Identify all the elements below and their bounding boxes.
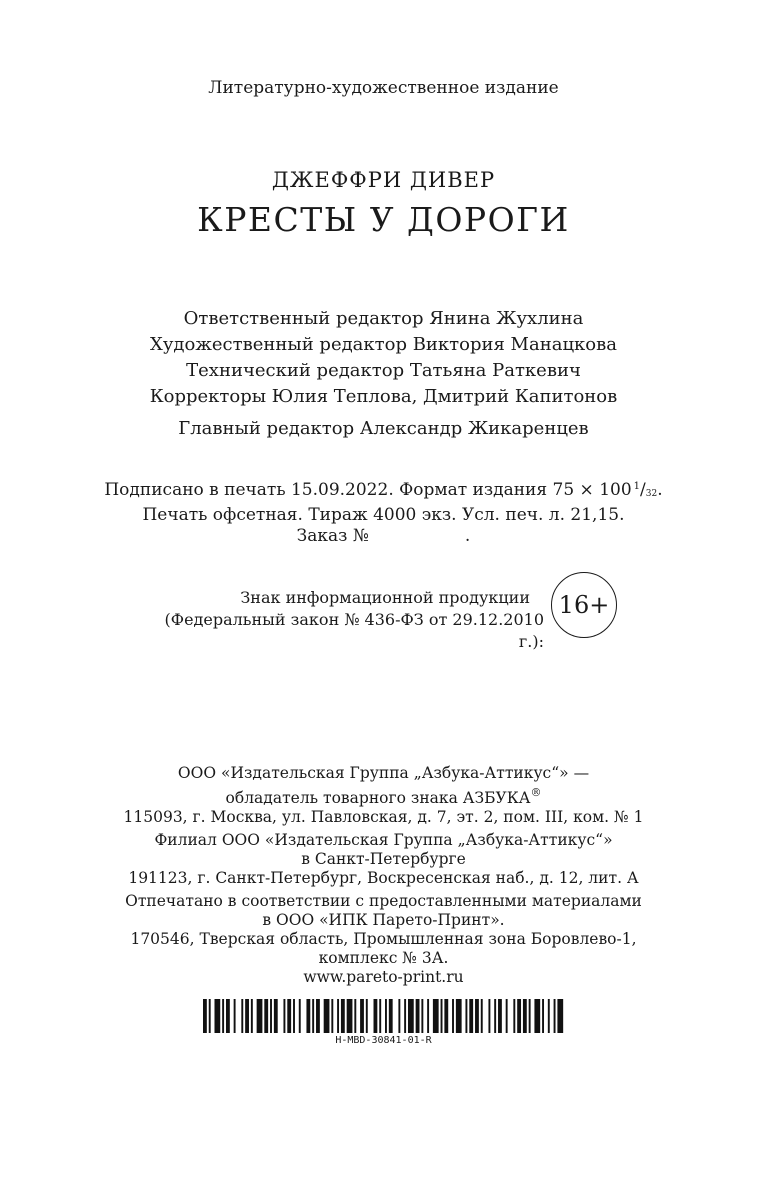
barcode-bar <box>427 999 429 1033</box>
printed-line2: в ООО «ИПК Парето-Принт». <box>262 911 505 929</box>
branch-address: 191123, г. Санкт-Петербург, Воскресенская наб., д. 12, лит. А <box>128 869 639 887</box>
info-product-line1: Знак информационной продукции <box>240 588 530 607</box>
barcode-bar <box>203 999 207 1033</box>
barcode-bar <box>408 999 414 1033</box>
barcode-bar <box>209 999 211 1033</box>
order-label: Заказ № <box>296 526 369 546</box>
registered-mark: ® <box>530 786 542 799</box>
barcode-bar <box>481 999 483 1033</box>
barcode-bar <box>498 999 502 1033</box>
printer-address2: комплекс № 3А. <box>318 949 449 967</box>
barcode-bar <box>299 999 301 1033</box>
barcode-bar <box>245 999 249 1033</box>
barcode-bar <box>293 999 295 1033</box>
barcode-bar <box>385 999 387 1033</box>
barcode-bar <box>542 999 544 1033</box>
age-rating-badge: 16+ <box>551 572 617 638</box>
barcode-bar <box>360 999 364 1033</box>
barcode-bar <box>554 999 556 1033</box>
signed-text: Подписано в печать 15.09.2022. Формат издания 75 × 100 <box>104 480 632 500</box>
barcode-bar <box>488 999 490 1033</box>
publisher-company <box>0 764 767 827</box>
book-title: КРЕСТЫ У ДОРОГИ <box>197 200 570 239</box>
barcode-bar <box>398 999 400 1033</box>
info-product-sign <box>150 587 544 653</box>
barcode-bar <box>226 999 230 1033</box>
barcode-bar <box>441 999 443 1033</box>
barcode-bar <box>270 999 272 1033</box>
branch-line1: Филиал ООО «Издательская Группа „Азбука-Аттикус“» <box>154 831 613 849</box>
barcode-bar <box>523 999 527 1033</box>
barcode-bar <box>354 999 356 1033</box>
barcode-text: H-MBD-30841-01-R <box>335 1035 432 1046</box>
barcode-bar <box>214 999 220 1033</box>
barcode-bar <box>506 999 508 1033</box>
barcode-bar <box>341 999 345 1033</box>
company-line1: ООО «Издательская Группа „Азбука-Аттикус“» — <box>177 764 590 782</box>
signed-line <box>0 476 767 505</box>
barcode-bar <box>347 999 353 1033</box>
barcode-bar <box>312 999 314 1033</box>
barcode-bar <box>283 999 285 1033</box>
barcode-bar <box>379 999 381 1033</box>
barcode-bar <box>251 999 253 1033</box>
barcode-bar <box>456 999 462 1033</box>
barcode-bar <box>264 999 268 1033</box>
barcode-bar <box>316 999 320 1033</box>
barcode-bar <box>465 999 467 1033</box>
barcode-bar <box>324 999 330 1033</box>
barcode-image <box>203 999 567 1033</box>
printer-info <box>0 892 767 987</box>
barcode-bar <box>494 999 496 1033</box>
barcode-bar <box>306 999 310 1033</box>
barcode-bar <box>257 999 263 1033</box>
barcode-bar <box>331 999 333 1033</box>
credits-block <box>0 306 767 442</box>
barcode-bar <box>241 999 243 1033</box>
barcode-bar <box>513 999 515 1033</box>
publisher-branch <box>0 831 767 888</box>
edition-type: Литературно-художественное издание <box>208 78 559 98</box>
technical-editor: Технический редактор Татьяна Раткевич <box>186 360 581 381</box>
company-trademark: обладатель товарного знака АЗБУКА <box>225 789 531 807</box>
order-end: . <box>464 526 471 546</box>
printer-address1: 170546, Тверская область, Промышленная зона Боровлево-1, <box>130 930 637 948</box>
barcode-bar <box>529 999 531 1033</box>
barcode-bar <box>337 999 339 1033</box>
barcode-bar <box>374 999 378 1033</box>
barcode-bar <box>389 999 393 1033</box>
barcode-bar <box>517 999 521 1033</box>
barcode-bar <box>404 999 406 1033</box>
barcode-bar <box>548 999 550 1033</box>
branch-line2: в Санкт-Петербурге <box>301 850 466 868</box>
publisher-block <box>0 764 767 991</box>
barcode-bar <box>222 999 224 1033</box>
imprint-block <box>0 476 767 547</box>
order-line <box>0 526 767 547</box>
barcode-bar <box>234 999 236 1033</box>
printer-website: www.pareto-print.ru <box>303 968 464 986</box>
executive-editor: Ответственный редактор Янина Жухлина <box>183 308 584 329</box>
barcode-bar <box>557 999 563 1033</box>
barcode-bar <box>287 999 291 1033</box>
format-numerator: 1 <box>633 481 641 492</box>
format-end: . <box>657 480 663 500</box>
barcode-bar <box>274 999 278 1033</box>
barcode-bar <box>416 999 420 1033</box>
print-info: Печать офсетная. Тираж 4000 экз. Усл. печ. л. 21,15. <box>142 505 625 525</box>
art-editor: Художественный редактор Виктория Манацкова <box>150 334 617 355</box>
info-product-line2: (Федеральный закон № 436-ФЗ от 29.12.2010 г.): <box>164 610 544 651</box>
author-name: ДЖЕФФРИ ДИВЕР <box>271 168 496 192</box>
barcode-bar <box>366 999 368 1033</box>
format-slash: / <box>640 480 646 500</box>
company-address: 115093, г. Москва, ул. Павловская, д. 7, эт. 2, пом. III, ком. № 1 <box>123 808 644 826</box>
format-denominator: 32 <box>645 489 658 499</box>
chief-editor: Главный редактор Александр Жикаренцев <box>178 418 589 439</box>
company-line2 <box>0 783 767 808</box>
printed-line1: Отпечатано в соответствии с предоставленными материалами <box>125 892 642 910</box>
format-fraction <box>632 480 658 500</box>
barcode-bar <box>534 999 540 1033</box>
barcode-bar <box>469 999 473 1033</box>
barcode-bar <box>475 999 479 1033</box>
barcode-bar <box>421 999 423 1033</box>
proofreaders: Корректоры Юлия Теплова, Дмитрий Капитонов <box>149 386 618 407</box>
barcode-bar <box>444 999 448 1033</box>
barcode-bar <box>433 999 439 1033</box>
barcode-bar <box>452 999 454 1033</box>
